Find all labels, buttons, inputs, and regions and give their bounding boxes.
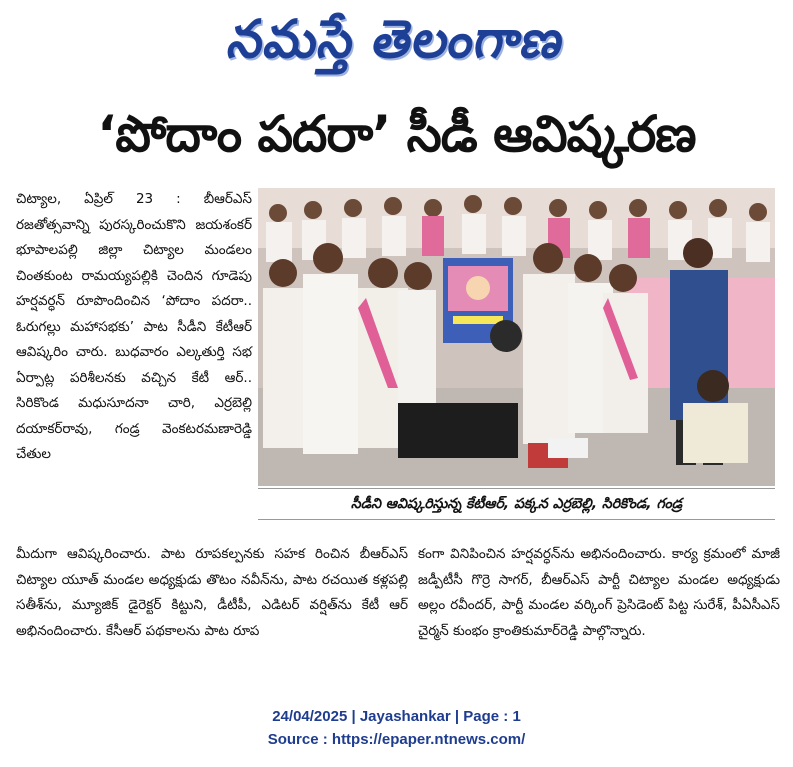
article-body-left-bottom: మీదుగా ఆవిష్కరించారు. పాట రూపకల్పనకు సహక రించిన బీఆర్‌ఎస్ చిట్యాల యూత్ మండల అధ్యక్షుడు తొటం నవీన్‌ను, పాట రచయిత కళ్లపల్లి సతీశ్‌ను, మ్యూజిక్ డైరెక్టర్ కిట్టుని, డీటీపీ, ఎడిటర్ వర్షిత్‌ను కేటీ ఆర్ అభినందించారు. కేసీఆర్ పథకాలను పాట రూప (16, 546, 408, 639)
crowd-photo-illustration (258, 188, 775, 486)
article-body-left-top: చిట్యాల, ఏప్రిల్ 23 : బీఆర్‌ఎస్ రజతోత్సవాన్ని పురస్కరించుకొని జయశంకర్ భూపాలపల్లి జిల్లా చిట్యాల మండలం చింతకుంట రామయ్యపల్లికి చెందిన గూడెపు హర్షవర్ధన్ రూపొందించిన ‘పోదాం పదరా.. ఓరుగల్లు మహాసభకు’ పాట సీడీని కేటీఆర్ ఆవిష్కరిం చారు. బుధవారం ఎల్కతుర్తి సభ ఏర్పాట్ల పరిశీలనకు వచ్చిన కేటీ ఆర్.. సిరికొండ మధుసూదనా చారి, ఎర్రబెల్లి దయాకర్‌రావు, గండ్ర వెంకటరమణారెడ్డి చేతుల (16, 191, 252, 462)
article-headline: ‘పోదాం పదరా’ సీడీ ఆవిష్కరణ (97, 105, 696, 163)
news-photo (258, 188, 775, 486)
edition-info: 24/04/2025 | Jayashankar | Page : 1 (272, 708, 521, 725)
masthead-title: నమస్తే తెలంగాణ (223, 8, 570, 70)
article-body-right-bottom: కంగా వినిపించిన హర్షవర్ధన్‌ను అభినందించారు. కార్య క్రమంలో మాజీ జడ్పీటీసీ గొర్రె సాగర్, బీఆర్‌ఎస్ పార్టీ చిట్యాల మండల అధ్యక్షుడు అల్లం రవీందర్, పార్టీ మండల వర్కింగ్ ప్రెసిడెంట్ పిట్ట సురేశ్, పీఏసీఎస్ చైర్మన్ కుంభం క్రాంతికుమార్‌రెడ్డి పాల్గొన్నారు. (418, 546, 780, 639)
source-link[interactable]: Source : https://epaper.ntnews.com/ (267, 731, 526, 748)
newspaper-masthead (0, 4, 793, 74)
page-footer (0, 705, 793, 751)
photo-caption: సీడీని ఆవిష్కరిస్తున్న కేటీఆర్, పక్కన ఎర్రబెల్లి, సిరికొండ, గండ్ర (258, 488, 775, 520)
